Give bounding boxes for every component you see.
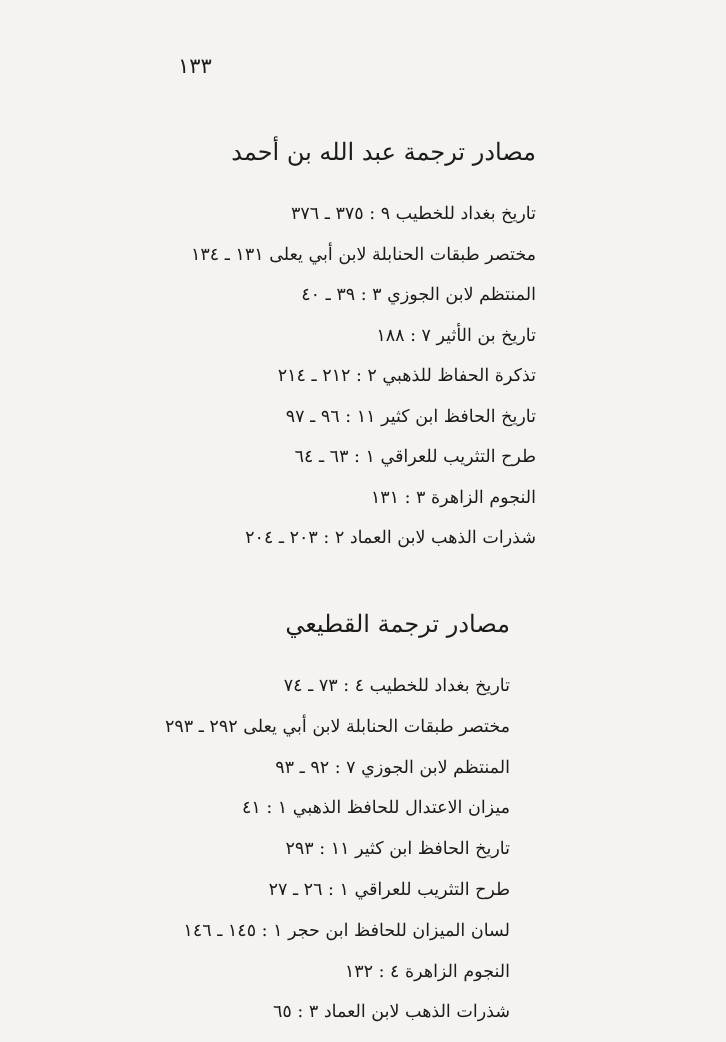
source-entry: المنتظم لابن الجوزي ٣ : ٣٩ ـ ٤٠: [301, 285, 536, 305]
source-entry: تاريخ الحافظ ابن كثير ١١ : ٩٦ ـ ٩٧: [285, 406, 536, 427]
source-entry: النجوم الزاهرة ٣ : ١٣١: [370, 487, 536, 508]
source-entry: طرح التثريب للعراقي ١ : ٢٦ ـ ٢٧: [268, 879, 510, 900]
source-list: [116, 194, 536, 559]
page-number: ١٣٣: [178, 54, 212, 78]
source-entry: المنتظم لابن الجوزي ٧ : ٩٢ ـ ٩٣: [275, 757, 510, 778]
section-title: مصادر ترجمة القطيعي: [285, 610, 510, 638]
source-entry: النجوم الزاهرة ٤ : ١٣٢: [344, 961, 510, 982]
sources-al-qatii-section: [90, 604, 510, 1033]
sources-abdullah-ibn-ahmad-section: [116, 132, 536, 559]
source-entry: مختصر طبقات الحنابلة لابن أبي يعلى ٢٩٢ ـ ٢٩٣: [164, 716, 510, 737]
source-entry: شذرات الذهب لابن العماد ٣ : ٦٥: [273, 1002, 510, 1023]
source-entry: طرح التثريب للعراقي ١ : ٦٣ ـ ٦٤: [294, 447, 536, 467]
source-entry: مختصر طبقات الحنابلة لابن أبي يعلى ١٣١ ـ ١٣٤: [190, 244, 536, 265]
source-entry: تذكرة الحفاظ للذهبي ٢ : ٢١٢ ـ ٢١٤: [277, 366, 536, 386]
source-entry: تاريخ بغداد للخطيب ٤ : ٧٣ ـ ٧٤: [283, 676, 510, 696]
section-title: مصادر ترجمة عبد الله بن أحمد: [231, 138, 536, 166]
source-entry: تاريخ بن الأثير ٧ : ١٨٨: [376, 325, 536, 346]
source-entry: ميزان الاعتدال للحافظ الذهبي ١ : ٤١: [241, 798, 510, 819]
source-list: [90, 666, 510, 1033]
source-entry: لسان الميزان للحافظ ابن حجر ١ : ١٤٥ ـ ١٤٦: [183, 920, 510, 941]
source-entry: شذرات الذهب لابن العماد ٢ : ٢٠٣ ـ ٢٠٤: [245, 528, 536, 548]
source-entry: تاريخ الحافظ ابن كثير ١١ : ٢٩٣: [285, 839, 510, 860]
source-entry: تاريخ بغداد للخطيب ٩ : ٣٧٥ ـ ٣٧٦: [290, 204, 536, 224]
